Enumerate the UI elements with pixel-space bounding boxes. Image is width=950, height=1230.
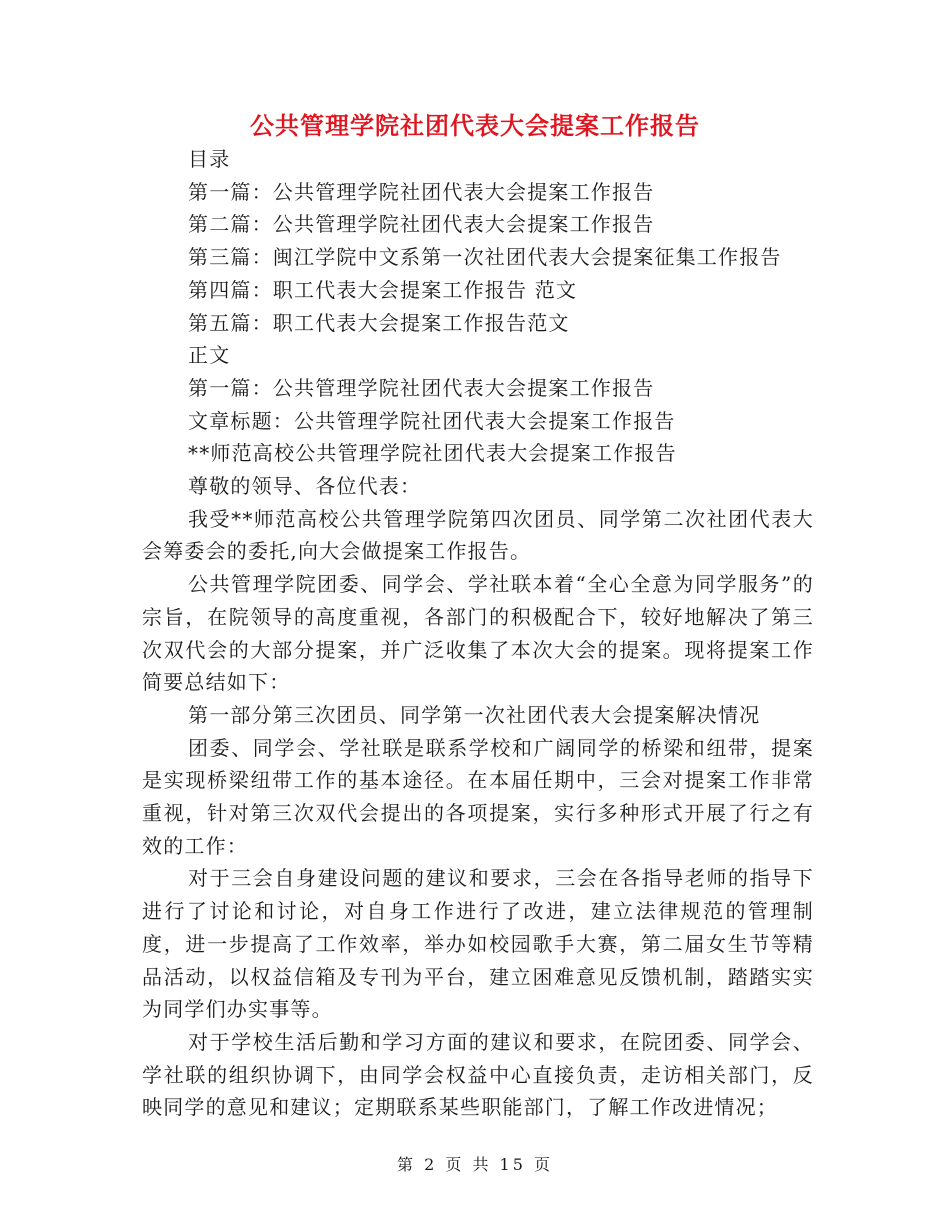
document-title: 公共管理学院社团代表大会提案工作报告	[250, 112, 700, 140]
toc-item: 第四篇：职工代表大会提案工作报告 范文	[188, 277, 578, 302]
body-paragraph: 公共管理学院团委、同学会、学社联本着“全心全意为同学服务”的宗旨，在院领导的高度重视，各部门的积极配合下，较好地解决了第三次双代会的大部分提案，并广泛收集了本次大会的提案。现将提案工作简要总结如下：	[142, 572, 814, 695]
body-paragraph: 我受**师范高校公共管理学院第四次团员、同学第二次社团代表大会筹委会的委托,向大会做提案工作报告。	[142, 506, 814, 564]
body-heading: 正文	[188, 343, 231, 368]
body-paragraph: 团委、同学会、学社联是联系学校和广阔同学的桥梁和纽带，提案是实现桥梁纽带工作的基本途径。在本届任期中，三会对提案工作非常重视，针对第三次双代会提出的各项提案，实行多种形式开展了行之有效的工作：	[142, 735, 814, 858]
body-paragraph: 对于三会自身建设问题的建议和要求，三会在各指导老师的指导下进行了讨论和讨论，对自身工作进行了改进，建立法律规范的管理制度，进一步提高了工作效率，举办如校园歌手大赛，第二届女生节等精品活动，以权益信箱及专刊为平台，建立困难意见反馈机制，踏踏实实为同学们办实事等。	[142, 866, 814, 1022]
toc-heading: 目录	[188, 147, 231, 171]
page-footer: 第 2 页 共 15 页	[397, 1155, 553, 1174]
toc-item: 第一篇：公共管理学院社团代表大会提案工作报告	[188, 179, 655, 204]
article-title-line: 文章标题：公共管理学院社团代表大会提案工作报告	[188, 408, 676, 433]
chapter-heading: 第一篇：公共管理学院社团代表大会提案工作报告	[188, 375, 655, 400]
report-title-line: **师范高校公共管理学院社团代表大会提案工作报告	[188, 441, 677, 466]
document-body	[142, 143, 814, 1124]
section-heading: 第一部分第三次团员、同学第一次社团代表大会提案解决情况	[188, 702, 761, 727]
toc-item: 第五篇：职工代表大会提案工作报告范文	[188, 310, 570, 335]
body-paragraph: 对于学校生活后勤和学习方面的建议和要求，在院团委、同学会、学社联的组织协调下，由同学会权益中心直接负责，走访相关部门，反映同学的意见和建议；定期联系某些职能部门，了解工作改进情况；	[142, 1029, 814, 1120]
salutation: 尊敬的领导、各位代表：	[188, 474, 422, 499]
toc-item: 第三篇：闽江学院中文系第一次社团代表大会提案征集工作报告	[188, 245, 782, 270]
toc-item: 第二篇：公共管理学院社团代表大会提案工作报告	[188, 212, 655, 237]
